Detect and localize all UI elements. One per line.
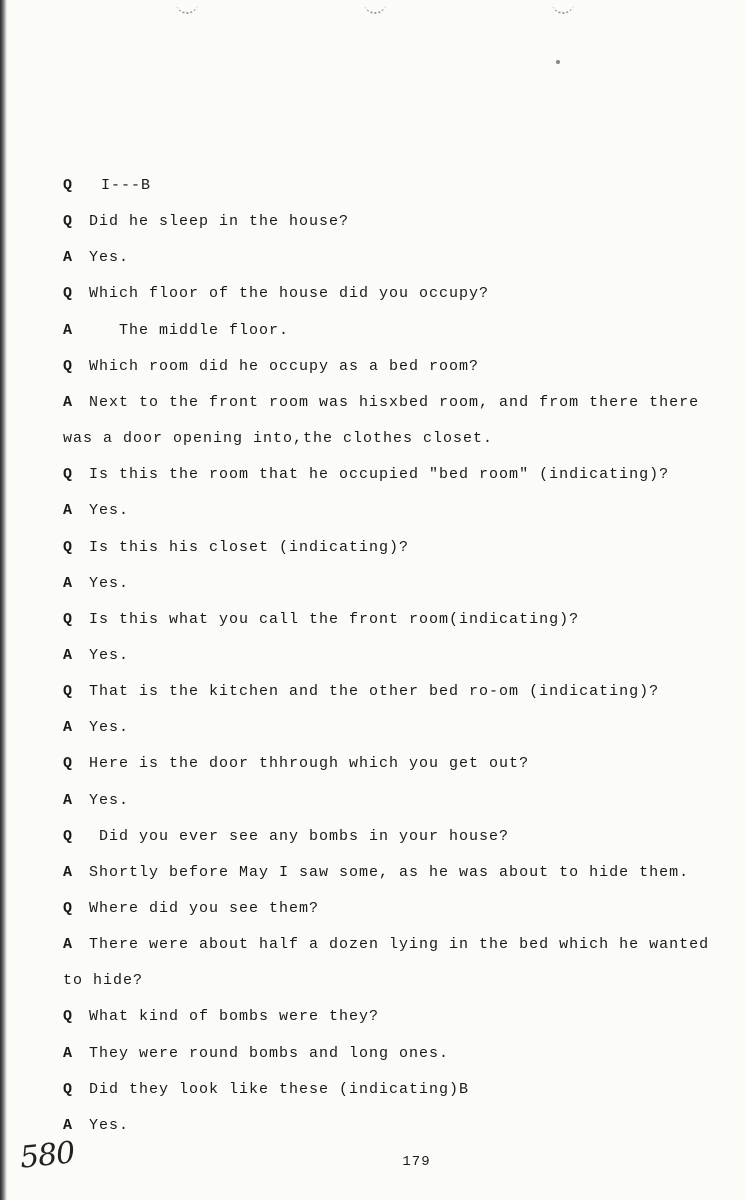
speaker-tag: A bbox=[63, 936, 74, 954]
answer-line bbox=[63, 393, 699, 413]
line-text: The middle floor. bbox=[89, 321, 290, 339]
speaker-tag: A bbox=[63, 502, 74, 520]
speaker-tag: Q bbox=[63, 177, 74, 194]
line-text: There were about half a dozen lying in the bed which he wanted bbox=[89, 936, 710, 954]
answer-line bbox=[63, 863, 689, 883]
question-line bbox=[63, 538, 409, 558]
answer-line bbox=[63, 1116, 129, 1136]
answer-line bbox=[63, 718, 129, 738]
answer-line bbox=[63, 646, 129, 666]
scan-edge-shadow bbox=[0, 0, 7, 1200]
line-text: They were round bombs and long ones. bbox=[89, 1044, 450, 1062]
speaker-tag: Q bbox=[63, 285, 74, 303]
question-line bbox=[63, 1007, 379, 1027]
speaker-tag: A bbox=[63, 321, 74, 339]
speaker-tag: A bbox=[63, 393, 74, 411]
line-text: Yes. bbox=[89, 574, 130, 592]
question-line bbox=[63, 682, 659, 702]
line-text: I---B bbox=[101, 177, 152, 194]
question-line bbox=[63, 827, 509, 847]
line-text: Yes. bbox=[89, 791, 130, 809]
page-number: 179 bbox=[402, 1154, 431, 1170]
speaker-tag: A bbox=[63, 863, 74, 881]
speaker-tag: A bbox=[63, 1044, 74, 1062]
question-line bbox=[63, 754, 529, 774]
handwritten-page-number: 580 bbox=[18, 1135, 76, 1176]
line-text: That is the kitchen and the other bed ro-om (indicating)? bbox=[89, 683, 660, 701]
answer-line bbox=[63, 791, 129, 811]
question-line bbox=[63, 284, 489, 304]
question-line bbox=[63, 176, 151, 196]
line-text: Is this his closet (indicating)? bbox=[89, 538, 410, 556]
speaker-tag: A bbox=[63, 646, 74, 664]
line-text: Which room did he occupy as a bed room? bbox=[89, 357, 480, 375]
line-text: Next to the front room was hisxbed room, and from there there bbox=[89, 393, 700, 411]
line-text: Here is the door thhrough which you get out? bbox=[89, 755, 530, 773]
scan-speck bbox=[556, 60, 560, 64]
line-text: Shortly before May I saw some, as he was about to hide them. bbox=[89, 863, 690, 881]
line-text: Did they look like these (indicating)B bbox=[89, 1080, 470, 1098]
question-line bbox=[63, 1080, 469, 1100]
speaker-tag: A bbox=[63, 574, 74, 592]
speaker-tag: Q bbox=[63, 683, 74, 701]
question-line bbox=[63, 899, 319, 919]
speaker-tag: A bbox=[63, 249, 74, 267]
speaker-tag: Q bbox=[63, 466, 74, 484]
line-text: Is this the room that he occupied "bed room" (indicating)? bbox=[89, 466, 670, 484]
line-text: Yes. bbox=[89, 249, 130, 267]
answer-line bbox=[63, 248, 129, 268]
speaker-tag: Q bbox=[63, 610, 74, 628]
question-line bbox=[63, 357, 479, 377]
answer-line bbox=[63, 574, 129, 594]
punch-hole-mark bbox=[364, 0, 386, 14]
speaker-tag: Q bbox=[63, 900, 74, 917]
speaker-tag: Q bbox=[63, 538, 74, 556]
line-text: Yes. bbox=[89, 646, 130, 664]
speaker-tag: Q bbox=[63, 1008, 74, 1026]
answer-line bbox=[63, 501, 129, 521]
question-line bbox=[63, 465, 669, 485]
line-text: Did you ever see any bombs in your house? bbox=[89, 827, 510, 845]
question-line bbox=[63, 212, 349, 232]
speaker-tag: A bbox=[63, 791, 74, 809]
answer-line bbox=[63, 321, 289, 341]
question-line bbox=[63, 610, 579, 630]
line-text: Did he sleep in the house? bbox=[89, 213, 350, 231]
punch-hole-mark bbox=[552, 0, 574, 14]
line-text: Yes. bbox=[89, 719, 130, 737]
line-text: was a door opening into,the clothes closet. bbox=[63, 430, 494, 448]
speaker-tag: A bbox=[63, 719, 74, 737]
speaker-tag: A bbox=[63, 1116, 74, 1134]
answer-line bbox=[63, 935, 709, 955]
continuation-line bbox=[63, 971, 143, 991]
answer-line bbox=[63, 1044, 449, 1064]
line-text: What kind of bombs were they? bbox=[89, 1008, 380, 1026]
punch-hole-mark bbox=[176, 0, 198, 14]
line-text: Which floor of the house did you occupy? bbox=[89, 285, 490, 303]
line-text: Yes. bbox=[89, 502, 130, 520]
speaker-tag: Q bbox=[63, 1080, 74, 1098]
speaker-tag: Q bbox=[63, 755, 74, 773]
speaker-tag: Q bbox=[63, 213, 74, 231]
speaker-tag: Q bbox=[63, 357, 74, 375]
line-text: Yes. bbox=[89, 1116, 130, 1134]
line-text: to hide? bbox=[63, 972, 144, 990]
line-text: Where did you see them? bbox=[89, 900, 320, 917]
speaker-tag: Q bbox=[63, 827, 74, 845]
continuation-line bbox=[63, 429, 493, 449]
line-text: Is this what you call the front room(indicating)? bbox=[89, 610, 580, 628]
